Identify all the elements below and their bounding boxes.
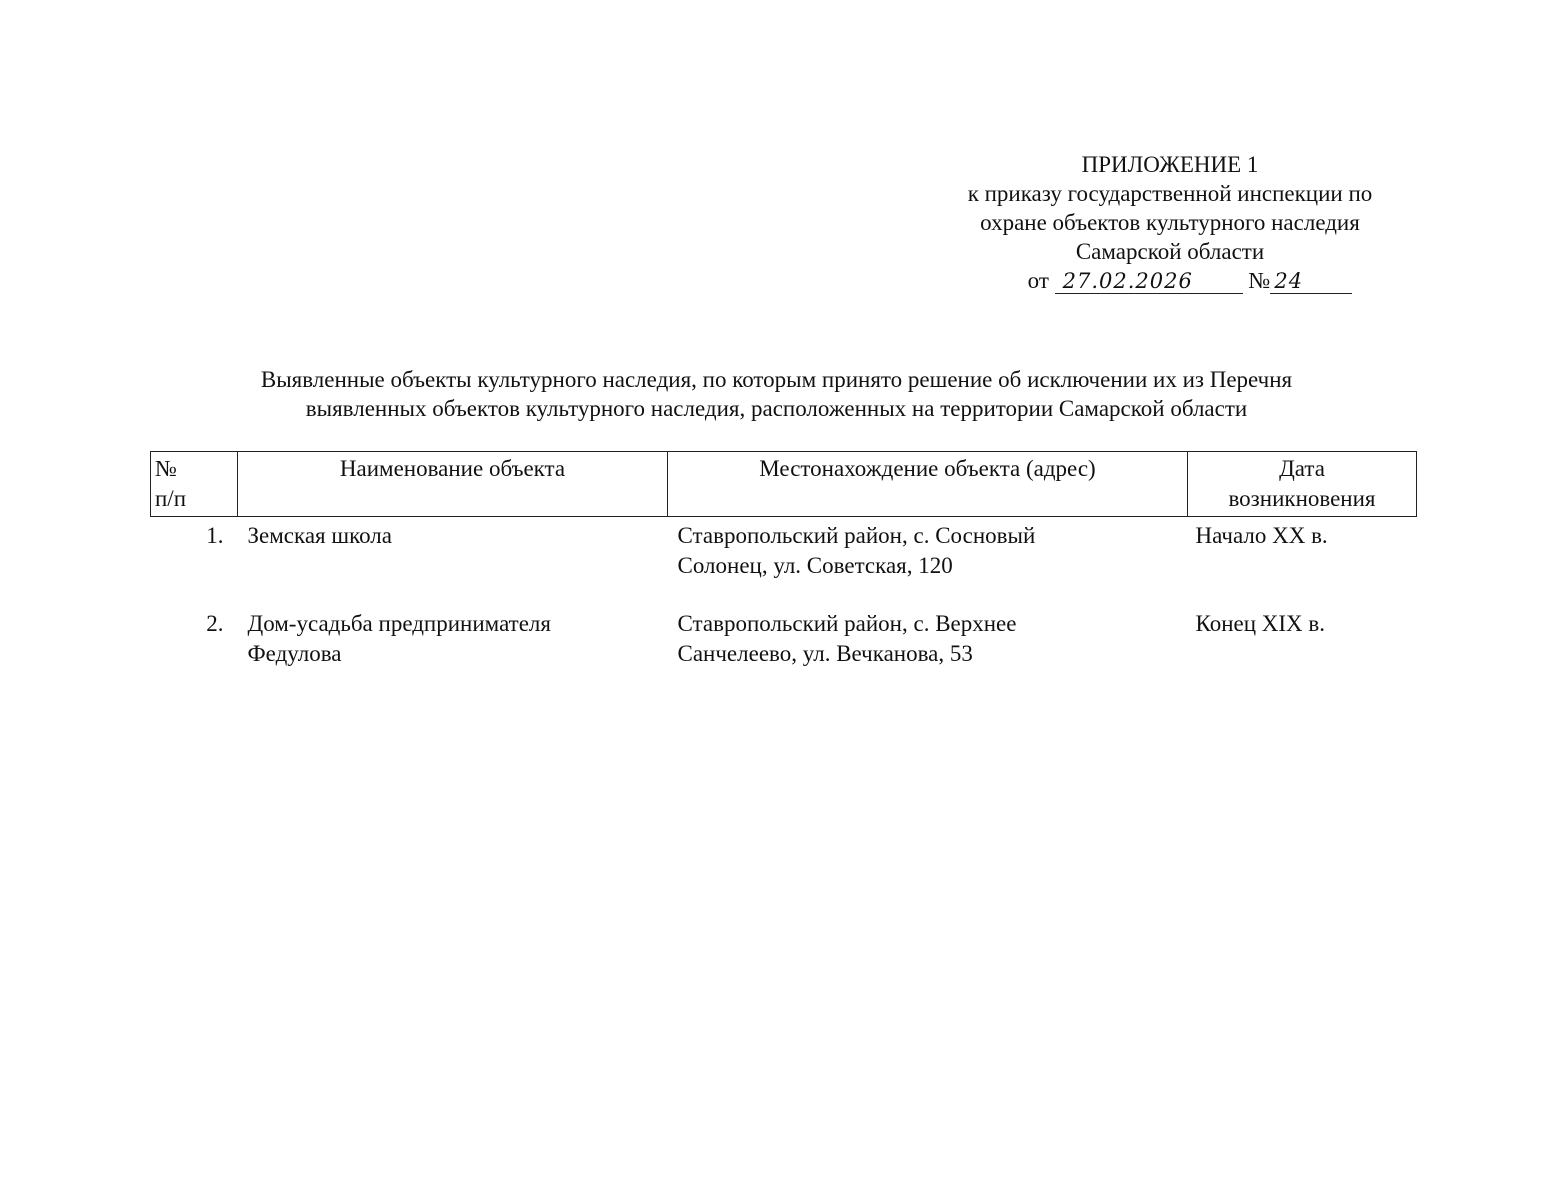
object-name: Дом-усадьба предпринимателя Федулова bbox=[247, 611, 551, 666]
appendix-header bbox=[900, 150, 1440, 295]
object-address: Ставропольский район, с. Сосновый Солонец, ул. Советская, 120 bbox=[677, 523, 1036, 578]
date-prefix: от bbox=[1027, 268, 1049, 293]
title-line: Выявленные объекты культурного наследия, по которым принято решение об исключении их из Перечня bbox=[260, 367, 1293, 392]
document-title bbox=[100, 365, 1453, 423]
table-header-row bbox=[151, 452, 1417, 517]
object-date: Конец XIX в. bbox=[1195, 611, 1326, 636]
header-line: Самарской области bbox=[1075, 239, 1265, 264]
row-number: 2. bbox=[206, 611, 224, 636]
header-address: Местонахождение объекта (адрес) bbox=[668, 452, 1188, 517]
order-date-number bbox=[900, 266, 1440, 295]
title-line: выявленных объектов культурного наследия, расположенных на территории Самарской области bbox=[305, 396, 1248, 421]
header-name: Наименование объекта bbox=[238, 452, 668, 517]
row-number: 1. bbox=[206, 523, 224, 548]
table-row bbox=[151, 517, 1417, 606]
object-date: Начало XX в. bbox=[1195, 523, 1328, 548]
appendix-title: ПРИЛОЖЕНИЕ 1 bbox=[1081, 152, 1259, 177]
number-prefix: № bbox=[1248, 268, 1271, 293]
handwritten-number: 24 bbox=[1270, 269, 1352, 294]
header-line: охране объектов культурного наследия bbox=[980, 210, 1360, 235]
header-number: № п/п bbox=[151, 452, 238, 517]
object-address: Ставропольский район, с. Верхнее Санчелеево, ул. Вечканова, 53 bbox=[677, 611, 1017, 666]
table-row bbox=[151, 605, 1417, 693]
object-name: Земская школа bbox=[247, 523, 392, 548]
handwritten-date: 27.02.2026 bbox=[1055, 269, 1243, 294]
header-date: Дата возникновения bbox=[1188, 452, 1417, 517]
heritage-objects-table bbox=[150, 451, 1417, 693]
header-line: к приказу государственной инспекции по bbox=[967, 181, 1373, 206]
